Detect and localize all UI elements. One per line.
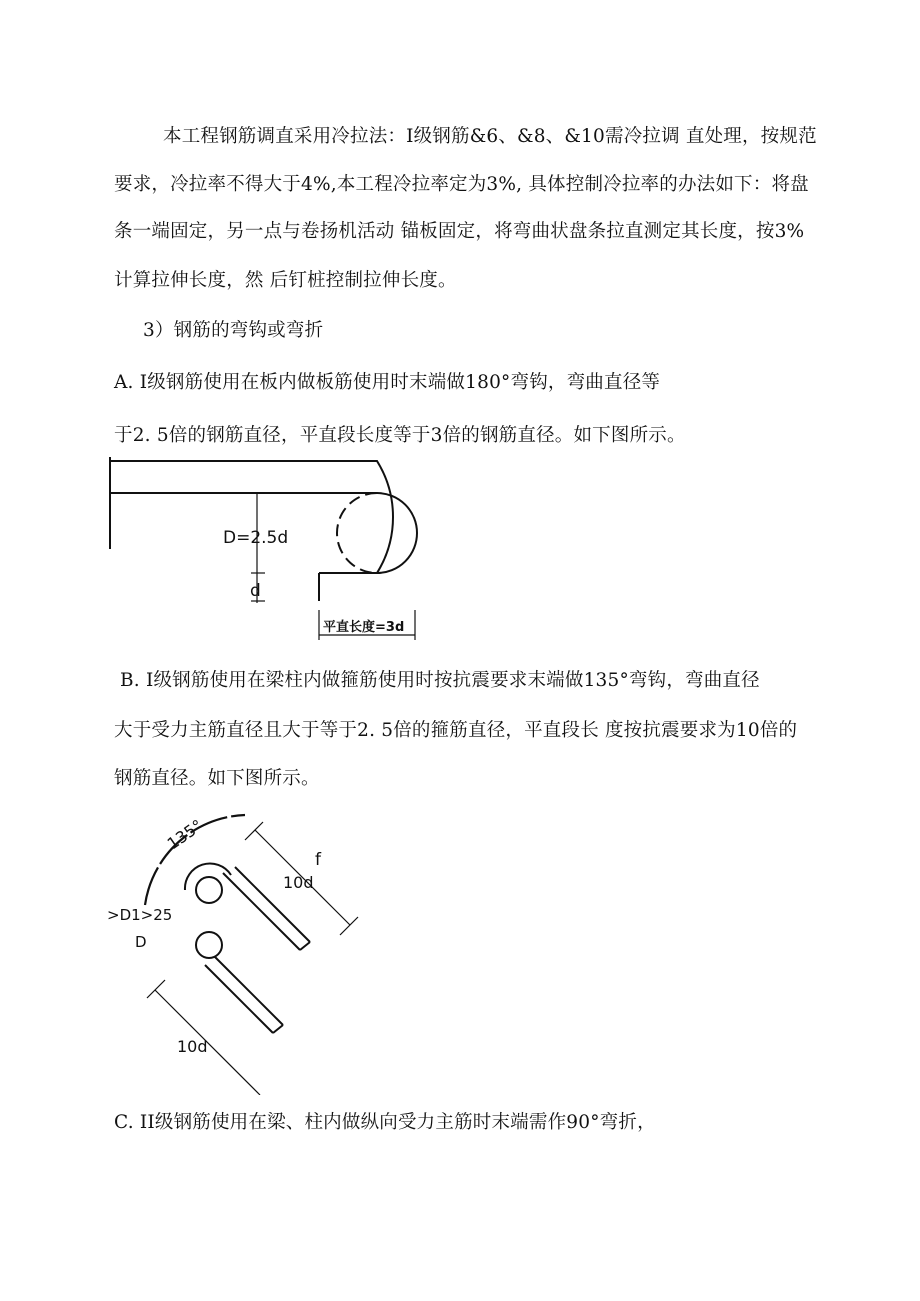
label-angle: 135°: [163, 815, 207, 854]
intro-line-4: 计算拉伸长度，然 后钉桩控制拉伸长度。: [114, 270, 457, 291]
intro-line-2: 要求，冷拉率不得大于4%,本工程冷拉率定为3%, 具体控制冷拉率的办法如下：将盘: [114, 174, 809, 195]
label-f: f: [315, 850, 321, 870]
item-b-line-1: B. I级钢筋使用在梁柱内做箍筋使用时按抗震要求末端做135°弯钩，弯曲直径: [120, 670, 760, 691]
item-b-line-3: 钢筋直径。如下图所示。: [114, 768, 320, 789]
intro-line-1: 本工程钢筋调直采用冷拉法：I级钢筋&6、&8、&10需冷拉调 直处理，按规范: [163, 126, 817, 147]
intro-line-3: 条一端固定，另一点与卷扬机活动 锚板固定，将弯曲状盘条拉直测定其长度，按3%: [114, 221, 805, 242]
main-bar-top: [196, 877, 222, 903]
label-d: d: [250, 581, 261, 601]
item-b-line-2: 大于受力主筋直径且大于等于2. 5倍的箍筋直径，平直段长 度按抗震要求为10倍的: [114, 720, 798, 741]
label-10d-bottom: 10d: [177, 1037, 208, 1056]
item-c-line-1: C. II级钢筋使用在梁、柱内做纵向受力主筋时末端需作90°弯折，: [114, 1112, 656, 1133]
hook-180-figure: [105, 455, 505, 650]
label-d-big: D=2.5d: [223, 528, 289, 548]
section-title: 3）钢筋的弯钩或弯折: [143, 320, 324, 341]
item-a-line-1: A. I级钢筋使用在板内做板筋使用时末端做180°弯钩，弯曲直径等: [114, 372, 661, 393]
label-10d-top: 10d: [283, 873, 314, 892]
label-left: >D1>25: [107, 906, 173, 924]
label-straight-length: 平直长度=3d: [323, 620, 405, 635]
main-bar-bottom: [196, 932, 222, 958]
hook-135-figure: [105, 805, 375, 1095]
bend-circle-dashed: [337, 493, 377, 573]
label-left-2: D: [135, 933, 147, 951]
item-a-line-2: 于2. 5倍的钢筋直径，平直段长度等于3倍的钢筋直径。如下图所示。: [114, 425, 686, 446]
bar-top-line: [110, 461, 393, 573]
